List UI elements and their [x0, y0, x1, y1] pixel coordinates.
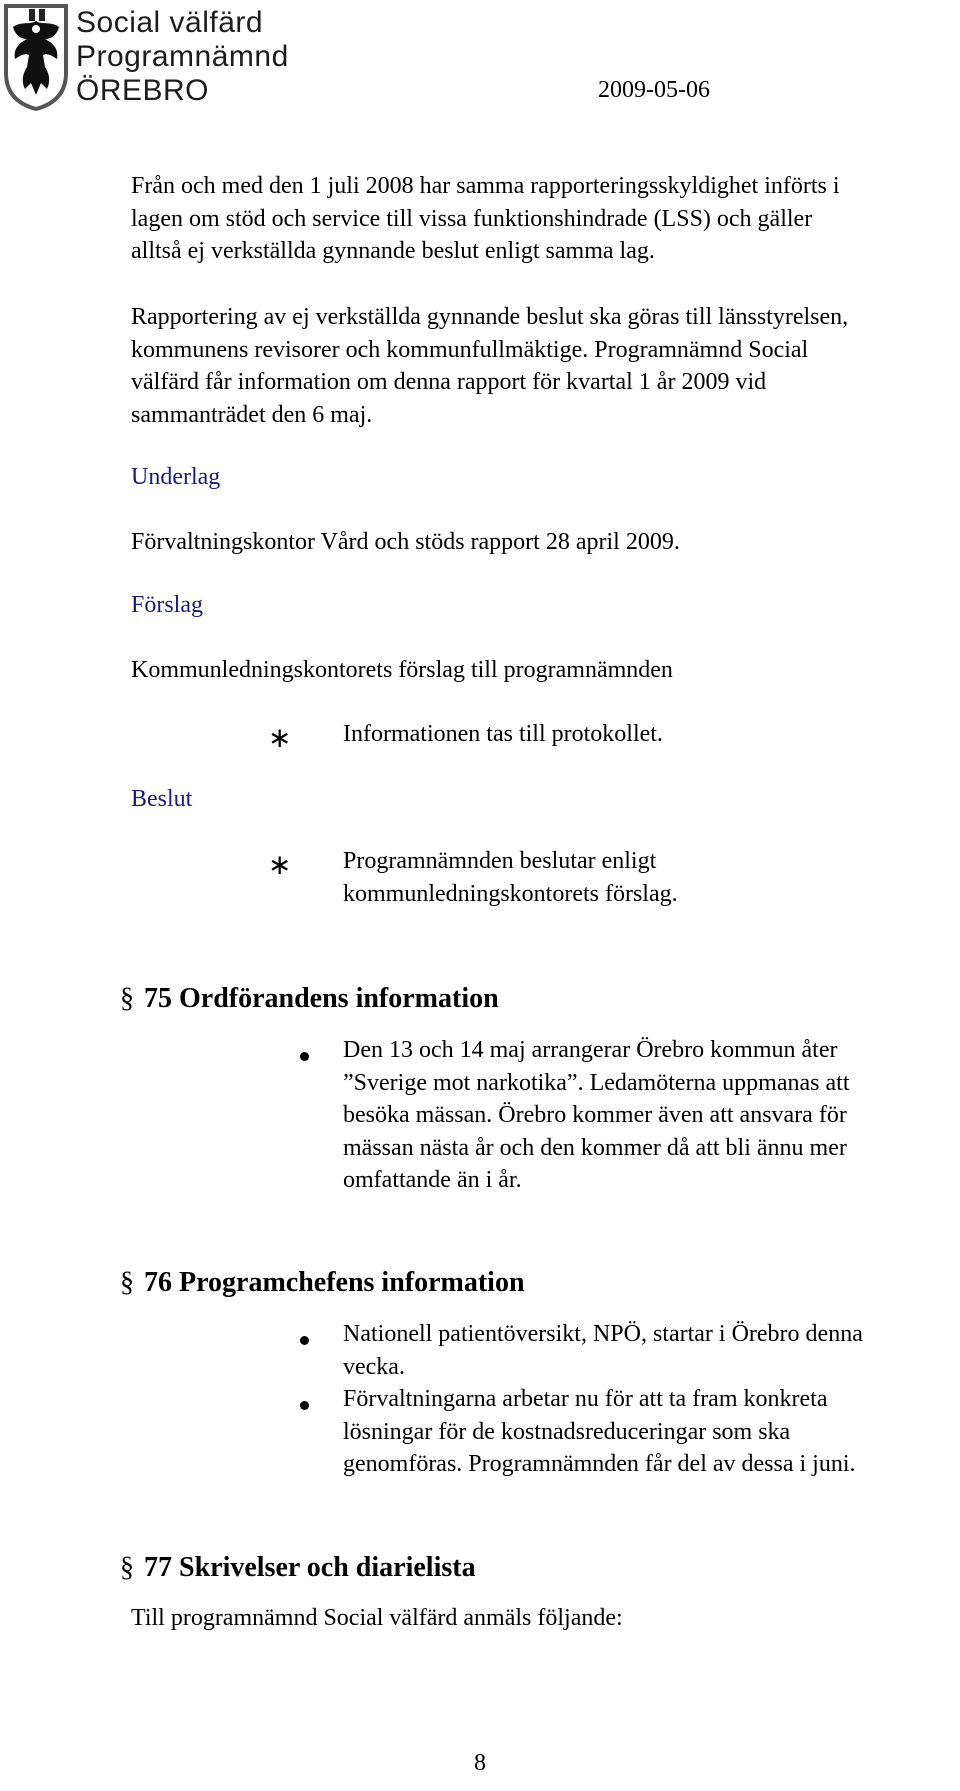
logo-line-2: Programnämnd — [76, 40, 289, 73]
logo-line-3: ÖREBRO — [76, 74, 210, 107]
section-75-bullet-1 — [343, 1034, 933, 1197]
asterisk-icon: ∗ — [268, 848, 292, 881]
underlag-heading: Underlag — [131, 464, 221, 490]
logo-line-1: Social välfärd — [76, 6, 264, 39]
text-line: vecka. — [343, 1353, 405, 1380]
forslag-heading: Förslag — [131, 592, 203, 618]
bullet-icon — [300, 1052, 309, 1061]
text-line: ”Sverige mot narkotika”. Ledamöterna uppmanas att — [343, 1069, 850, 1096]
text-line: Rapportering av ej verkställda gynnande beslut ska göras till länsstyrelsen, — [131, 304, 849, 330]
text-line: kommunledningskontorets förslag. — [343, 880, 678, 907]
beslut-item-2 — [343, 845, 923, 910]
page-number: 8 — [474, 1750, 486, 1776]
text-line: Programnämnden beslutar enligt — [343, 848, 657, 874]
text-line: kommunens revisorer och kommunfullmäktige. Programnämnd Social — [131, 336, 809, 363]
underlag-text: Förvaltningskontor Vård och stöds rapport 28 april 2009. — [131, 529, 680, 555]
bullet-icon — [300, 1401, 309, 1410]
text-line: sammanträdet den 6 maj. — [131, 401, 373, 428]
section-sign: § — [120, 1267, 134, 1298]
asterisk-icon: ∗ — [268, 721, 292, 754]
text-line: Nationell patientöversikt, NPÖ, startar i Örebro denna — [343, 1321, 863, 1347]
header-logo — [0, 0, 300, 120]
section-76-title — [120, 1267, 900, 1299]
section-title-text: 77 Skrivelser och diarielista — [144, 1552, 476, 1583]
text-line: lösningar för de kostnadsreduceringar som ska — [343, 1418, 791, 1445]
bullet-icon — [300, 1336, 309, 1345]
text-line: besöka mässan. Örebro kommer även att ansvara för — [343, 1102, 847, 1128]
text-line: genomföras. Programnämnden får del av dessa i juni. — [343, 1451, 856, 1477]
section-title-text: 75 Ordförandens information — [144, 983, 499, 1014]
text-line: lagen om stöd och service till vissa funktionshindrade (LSS) och gäller — [131, 205, 813, 232]
section-title-text: 76 Programchefens information — [144, 1267, 525, 1298]
section-sign: § — [120, 983, 134, 1014]
section-76-bullet-1 — [343, 1318, 933, 1383]
text-line: välfärd får information om denna rapport för kvartal 1 år 2009 vid — [131, 369, 767, 395]
beslut-label: Beslut — [131, 786, 193, 812]
section-75-title — [120, 983, 900, 1015]
section-76-bullet-2 — [343, 1383, 933, 1481]
text-line: mässan nästa år och den kommer då att bli ännu mer — [343, 1134, 847, 1161]
document-date: 2009-05-06 — [598, 77, 710, 103]
section-77-intro: Till programnämnd Social välfärd anmäls följande: — [131, 1605, 623, 1631]
paragraph-1 — [131, 170, 931, 268]
text-line: Informationen tas till protokollet. — [343, 721, 663, 747]
text-line: Den 13 och 14 maj arrangerar Örebro kommun åter — [343, 1037, 838, 1063]
text-line: omfattande än i år. — [343, 1167, 522, 1193]
section-77-title — [120, 1552, 900, 1584]
section-sign: § — [120, 1552, 134, 1583]
text-line: alltså ej verkställda gynnande beslut enligt samma lag. — [131, 238, 655, 264]
text-line: Förvaltningarna arbetar nu för att ta fram konkreta — [343, 1386, 828, 1412]
forslag-text: Kommunledningskontorets förslag till programnämnden — [131, 657, 673, 683]
text-line: Från och med den 1 juli 2008 har samma rapporteringsskyldighet införts i — [131, 173, 840, 199]
coat-of-arms-icon — [3, 3, 69, 111]
beslut-item-1 — [343, 718, 923, 751]
paragraph-2 — [131, 301, 931, 431]
